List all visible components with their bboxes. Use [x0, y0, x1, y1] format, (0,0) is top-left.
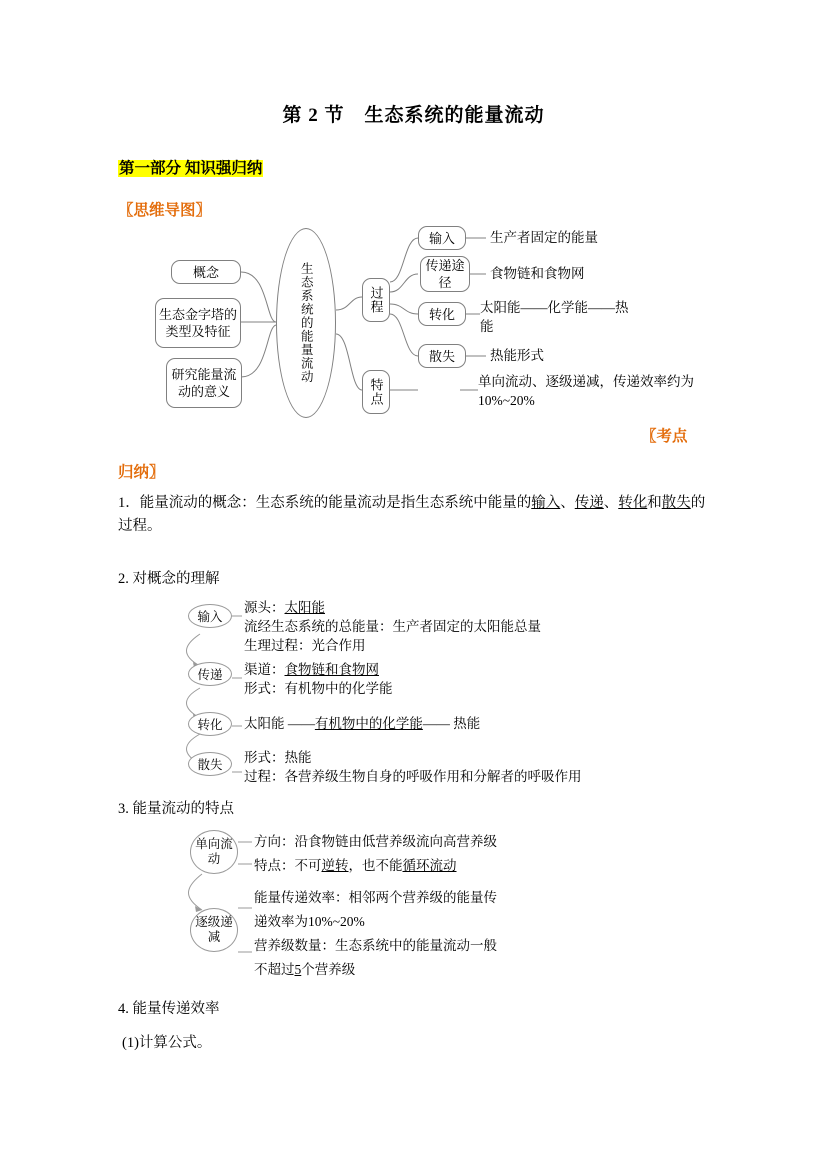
mindmap-node-input: 输入: [418, 226, 466, 250]
mindmap-branch-feature: 特点: [362, 370, 390, 414]
diagram2-row2-line0-pre: 太阳能 ——: [244, 716, 315, 731]
mindmap-text-conversion: 太阳能——化学能——热能: [480, 300, 629, 334]
diagram3-node-decreasing: 逐级递减: [190, 908, 238, 952]
point-1-u1: 输入: [531, 495, 561, 511]
diagram2-row1-line0-u: 食物链和食物网: [284, 662, 379, 677]
mindmap-heading: 〖思维导图〗: [118, 202, 212, 219]
diagram2-row1-line1: 形式：有机物中的化学能: [244, 681, 393, 696]
diagram2-node-dissipation: 散失: [188, 752, 232, 776]
diagram2-row3-line1: 过程：各营养级生物自身的呼吸作用和分解者的呼吸作用: [244, 769, 582, 784]
page-title: 第 2 节 生态系统的能量流动: [282, 105, 545, 126]
diagram2-row2-line0: [244, 714, 480, 733]
point-1-sep2: 、: [603, 495, 619, 511]
mindmap-node-dissipation: 散失: [418, 344, 466, 368]
point-2: 2. 对概念的理解: [118, 571, 220, 587]
diagram2-row0-line0-pre: 源头：: [244, 600, 285, 615]
diagram3-row0-line1: [254, 856, 457, 875]
part1-label: 第一部分 知识强归纳: [119, 160, 263, 177]
diagram2-node-input: 输入: [188, 604, 232, 628]
point-1-sep1: 、: [560, 495, 575, 511]
kaodian-heading: 〖考点: [641, 428, 688, 445]
mindmap-text-feature: 单向流动、逐级递减，传递效率约为10%~20%: [478, 374, 694, 408]
point-1-u4: 散失: [661, 495, 691, 511]
diagram3-row0-line1-pre: 特点：不可: [254, 858, 322, 873]
diagram-concept-understanding: [160, 600, 720, 784]
diagram2-row1-line0-pre: 渠道：: [244, 662, 285, 677]
mindmap-center: 生态系统的能量流动: [276, 228, 336, 418]
point-3: 3. 能量流动的特点: [118, 801, 234, 817]
mindmap-node-pyramid: 生态金字塔的类型及特征: [155, 298, 241, 348]
point-4: 4. 能量传递效率: [118, 1001, 220, 1017]
diagram3-row1-line2: 营养级数量：生态系统中的能量流动一般: [254, 938, 497, 953]
diagram2-row2-line0-post: —— 热能: [422, 716, 481, 731]
diagram3-row1-line3-post: 个营养级: [301, 962, 356, 977]
point-1-u2: 传递: [574, 495, 604, 511]
diagram2-row0-line0-u: 太阳能: [284, 600, 325, 615]
diagram2-row0-line1: 流经生态系统的总能量：生产者固定的太阳能总量: [244, 619, 541, 634]
mindmap-text-dissipation: 热能形式: [490, 348, 544, 363]
mindmap-diagram: [118, 222, 698, 442]
point-1: [118, 492, 718, 538]
point-4-sub: (1)计算公式。: [122, 1035, 212, 1051]
mindmap-node-conversion: 转化: [418, 302, 466, 326]
guina-heading: 归纳〗: [118, 464, 165, 481]
point-1-u3: 转化: [618, 495, 648, 511]
point-1-body: 生态系统的能量流动是指生态系统中能量的: [255, 495, 532, 511]
diagram2-row2-line0-u: 有机物中的化学能: [314, 716, 423, 731]
mindmap-branch-process: 过程: [362, 278, 390, 322]
diagram3-row0-line0: 方向：沿食物链由低营养级流向高营养级: [254, 834, 497, 849]
mindmap-node-significance: 研究能量流动的意义: [166, 358, 242, 408]
diagram3-row1-line0: 能量传递效率：相邻两个营养级的能量传: [254, 890, 497, 905]
diagram3-row0-line1-u2: 循环流动: [402, 858, 457, 873]
diagram3-row1-line3: [254, 960, 355, 979]
diagram2-row1-line0: [244, 660, 379, 679]
point-1-prefix: 1．能量流动的概念：: [118, 495, 256, 511]
mindmap-text-transfer: 食物链和食物网: [490, 266, 585, 281]
diagram2-row0-line2: 生理过程：光合作用: [244, 638, 366, 653]
mindmap-text-input: 生产者固定的能量: [490, 230, 598, 245]
diagram3-row1-line3-u: 5: [294, 962, 302, 977]
diagram3-row0-line1-post: ，也不能: [348, 858, 403, 873]
diagram3-row1-line1: 递效率为10%~20%: [254, 914, 365, 929]
mindmap-node-concept: 概念: [171, 260, 241, 284]
diagram3-row1-line3-pre: 不超过: [254, 962, 295, 977]
point-1-tail: 的过程。: [118, 495, 706, 534]
diagram2-row0-line0: [244, 598, 325, 617]
diagram-energy-features: [160, 826, 720, 976]
diagram2-row3-line0: 形式：热能: [244, 750, 312, 765]
diagram2-node-conversion: 转化: [188, 712, 232, 736]
diagram2-node-transfer: 传递: [188, 662, 232, 686]
mindmap-node-transfer: 传递途径: [420, 256, 470, 292]
diagram3-node-unidirectional: 单向流动: [190, 830, 238, 874]
diagram3-row0-line1-u: 逆转: [321, 858, 349, 873]
point-1-and: 和: [647, 495, 662, 511]
section-part1: [118, 156, 263, 178]
